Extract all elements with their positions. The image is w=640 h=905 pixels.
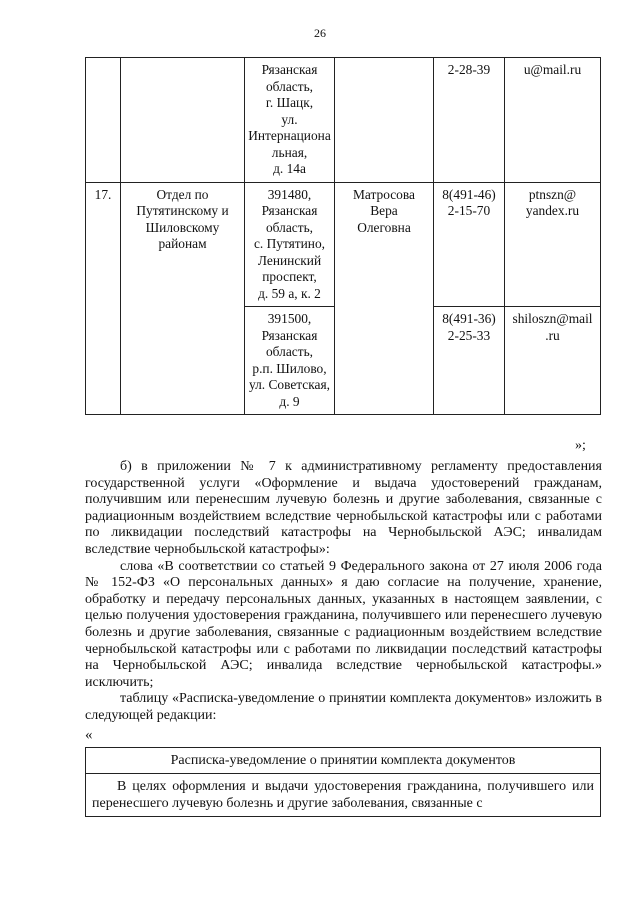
head-name-line: Вера xyxy=(370,203,398,218)
phone-cell xyxy=(434,182,505,307)
department-cell xyxy=(121,58,245,183)
address-line: 391500, xyxy=(267,311,312,326)
address-line: область, xyxy=(265,344,314,359)
email-line: shiloszn@mail xyxy=(512,311,593,326)
email-cell xyxy=(505,182,601,307)
address-line: проспект, xyxy=(262,269,317,284)
head-name-cell xyxy=(335,182,434,415)
row-number-cell: 17. xyxy=(86,182,121,415)
paragraph: таблицу «Расписка-уведомление о принятии комплекта документов» изложить в следующей редакции: xyxy=(85,691,602,723)
address-cell xyxy=(245,58,335,183)
table-row xyxy=(86,182,601,307)
body-text xyxy=(85,459,602,725)
address-line: Рязанская xyxy=(261,203,318,218)
email-line: ptnszn@ xyxy=(528,186,577,202)
page-number: 26 xyxy=(314,26,326,40)
email-cell xyxy=(505,307,601,415)
address-line: д. 9 xyxy=(279,393,300,409)
receipt-title: Расписка-уведомление о принятии комплекта документов xyxy=(86,748,601,774)
address-line: льная, xyxy=(271,144,308,160)
paragraph: слова «В соответствии со статьей 9 Федерального закона от 27 июля 2006 года № 152-ФЗ «О персональных данных» я даю согласие на получение, хранение, обработку и передачу персональных данных, указанных в настоящем заявлении, с целью получения удостоверения гражданина, получившего или перенесшего лучевую болезнь и другие заболевания, связанные с радиационным воздействием вследствие чернобыльской катастрофы или с работами по ликвидации последствий катастрофы на Чернобыльской АЭС; инвалида вследствие чернобыльской катастрофы.» исключить; xyxy=(85,558,602,690)
address-line: ул. Советская, xyxy=(248,377,330,392)
receipt-body: В целях оформления и выдачи удостоверения гражданина, получившего или перенесшего лучевую болезнь и другие заболевания, связанные с xyxy=(86,774,601,817)
address-line: Рязанская xyxy=(261,327,318,343)
head-name-line: Матросова xyxy=(353,186,415,202)
address-line: д. 59 а, к. 2 xyxy=(258,285,321,301)
phone-line: 8(491-36) xyxy=(442,311,496,326)
address-cell xyxy=(245,307,335,415)
email-line: .ru xyxy=(545,327,560,343)
phone-line: 8(491-46) xyxy=(442,186,496,202)
head-name-cell xyxy=(335,58,434,183)
address-line: область, xyxy=(265,78,314,94)
phone-line: 2-15-70 xyxy=(447,203,491,218)
row-number-cell xyxy=(86,58,121,183)
address-line: Интернациона xyxy=(248,128,331,143)
address-line: Ленинский xyxy=(257,252,322,268)
head-name-line: Олеговна xyxy=(357,219,411,235)
address-cell xyxy=(245,182,335,307)
table-row xyxy=(86,58,601,183)
phone-cell xyxy=(434,307,505,415)
address-line: 391480, xyxy=(267,186,312,202)
address-line: Рязанская xyxy=(261,62,318,77)
address-line: ул. xyxy=(281,111,298,127)
table-row xyxy=(86,774,601,817)
address-line: г. Шацк, xyxy=(265,95,314,110)
email-cell: u@mail.ru xyxy=(505,58,601,183)
paragraph: б) в приложении № 7 к административному регламенту предоставления государственной услуги «Оформление и выдача удостоверений гражданам, получившим или перенесшим лучевую болезнь и другие заболевания, связанные с радиационным воздействием вследствие чернобыльской катастрофы или с работами по ликвидации последствий катастрофы на Чернобыльской АЭС; инвалидам вследствие чернобыльской катастрофы»: xyxy=(85,459,602,557)
address-line: р.п. Шилово, xyxy=(252,360,327,376)
address-line: с. Путятино, xyxy=(253,236,326,251)
address-line: д. 14а xyxy=(273,161,306,176)
address-line: область, xyxy=(265,219,314,235)
phone-cell: 2-28-39 xyxy=(434,58,505,183)
receipt-table xyxy=(85,747,601,817)
table-end-quote: »; xyxy=(575,438,586,453)
email-line: yandex.ru xyxy=(525,203,580,218)
table-row xyxy=(86,748,601,774)
department-cell: Отдел по Путятинскому и Шиловскому районам xyxy=(121,182,245,415)
phone-line: 2-25-33 xyxy=(447,327,491,343)
offices-table xyxy=(85,57,601,415)
open-quote: « xyxy=(85,727,93,743)
